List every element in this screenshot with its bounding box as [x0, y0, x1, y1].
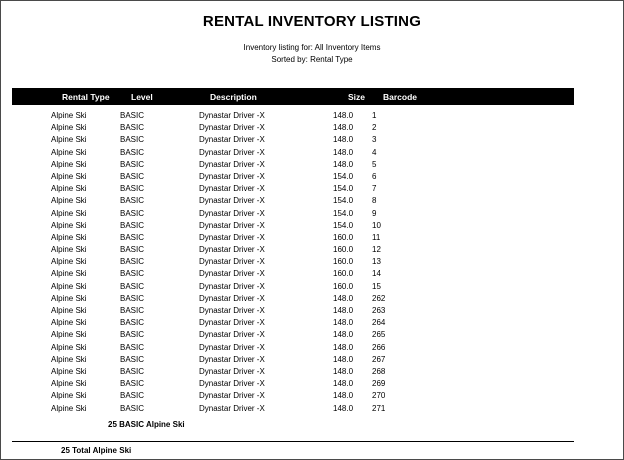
- cell-barcode: 1: [372, 111, 377, 120]
- cell-description: Dynastar Driver -X: [199, 245, 265, 255]
- cell-barcode: 262: [372, 293, 386, 303]
- table-row: [1, 183, 623, 195]
- cell-rental-type: Alpine Ski: [51, 245, 87, 255]
- cell-size: 160.0: [333, 232, 354, 242]
- cell-level: BASIC: [120, 306, 145, 315]
- cell-rental-type: Alpine Ski: [51, 135, 87, 145]
- cell-size: 148.0: [333, 330, 354, 340]
- cell-barcode: 271: [372, 403, 386, 413]
- cell-level: BASIC: [120, 293, 145, 303]
- table-row: [1, 147, 623, 159]
- cell-level: BASIC: [120, 196, 145, 206]
- cell-barcode: 4: [372, 147, 377, 157]
- cell-description: Dynastar Driver -X: [199, 123, 265, 133]
- cell-barcode: 15: [372, 281, 381, 291]
- cell-size: 148.0: [333, 111, 354, 120]
- cell-rental-type: Alpine Ski: [51, 257, 87, 267]
- cell-size: 160.0: [333, 281, 354, 291]
- cell-description: Dynastar Driver -X: [199, 111, 265, 120]
- cell-size: 148.0: [333, 123, 354, 133]
- table-row: [1, 171, 623, 183]
- cell-description: Dynastar Driver -X: [199, 391, 265, 401]
- cell-barcode: 270: [372, 391, 386, 401]
- cell-barcode: 5: [372, 159, 377, 169]
- cell-level: BASIC: [120, 135, 145, 145]
- table-row: [1, 122, 623, 134]
- cell-barcode: 9: [372, 208, 377, 218]
- table-row: [1, 366, 623, 378]
- table-row: [1, 208, 623, 220]
- cell-level: BASIC: [120, 123, 145, 133]
- cell-description: Dynastar Driver -X: [199, 403, 265, 413]
- cell-size: 154.0: [333, 184, 354, 194]
- cell-size: 160.0: [333, 257, 354, 267]
- cell-level: BASIC: [120, 245, 145, 255]
- cell-rental-type: Alpine Ski: [51, 391, 87, 401]
- cell-barcode: 264: [372, 318, 386, 328]
- column-header-level: Level: [131, 92, 153, 102]
- cell-description: Dynastar Driver -X: [199, 318, 265, 328]
- cell-barcode: 7: [372, 184, 377, 194]
- column-header-size: Size: [348, 92, 366, 102]
- table-row: [1, 317, 623, 329]
- cell-size: 148.0: [333, 147, 354, 157]
- cell-rental-type: Alpine Ski: [51, 293, 87, 303]
- group-total: 25 BASIC Alpine Ski: [108, 420, 185, 429]
- cell-size: 154.0: [333, 171, 354, 181]
- cell-level: BASIC: [120, 342, 145, 352]
- cell-size: 154.0: [333, 208, 354, 218]
- cell-description: Dynastar Driver -X: [199, 281, 265, 291]
- table-row: [1, 305, 623, 317]
- cell-size: 148.0: [333, 293, 354, 303]
- cell-size: 148.0: [333, 135, 354, 145]
- cell-level: BASIC: [120, 184, 145, 194]
- table-row: [1, 281, 623, 293]
- cell-size: 160.0: [333, 245, 354, 255]
- cell-rental-type: Alpine Ski: [51, 171, 87, 181]
- cell-barcode: 2: [372, 123, 377, 133]
- cell-rental-type: Alpine Ski: [51, 159, 87, 169]
- cell-description: Dynastar Driver -X: [199, 293, 265, 303]
- cell-size: 154.0: [333, 220, 354, 230]
- cell-rental-type: Alpine Ski: [51, 208, 87, 218]
- cell-barcode: 267: [372, 354, 386, 364]
- cell-size: 148.0: [333, 391, 354, 401]
- cell-rental-type: Alpine Ski: [51, 403, 87, 413]
- table-row: [1, 195, 623, 207]
- table-row: [1, 342, 623, 354]
- cell-barcode: 12: [372, 245, 381, 255]
- cell-rental-type: Alpine Ski: [51, 123, 87, 133]
- cell-level: BASIC: [120, 366, 145, 376]
- cell-description: Dynastar Driver -X: [199, 366, 265, 376]
- cell-rental-type: Alpine Ski: [51, 354, 87, 364]
- cell-level: BASIC: [120, 147, 145, 157]
- cell-rental-type: Alpine Ski: [51, 196, 87, 206]
- report-title: RENTAL INVENTORY LISTING: [202, 13, 422, 30]
- cell-level: BASIC: [120, 171, 145, 181]
- cell-rental-type: Alpine Ski: [51, 184, 87, 194]
- grand-total: 25 Total Alpine Ski: [61, 446, 132, 455]
- cell-rental-type: Alpine Ski: [51, 111, 87, 120]
- table-row: [1, 220, 623, 232]
- cell-description: Dynastar Driver -X: [199, 171, 265, 181]
- cell-rental-type: Alpine Ski: [51, 269, 87, 279]
- cell-rental-type: Alpine Ski: [51, 330, 87, 340]
- report-filter-line: Inventory listing for: All Inventory Items: [243, 43, 381, 52]
- cell-barcode: 13: [372, 257, 381, 267]
- cell-rental-type: Alpine Ski: [51, 379, 87, 389]
- cell-barcode: 6: [372, 171, 377, 181]
- cell-barcode: 3: [372, 135, 377, 145]
- cell-level: BASIC: [120, 257, 145, 267]
- cell-level: BASIC: [120, 111, 145, 120]
- cell-description: Dynastar Driver -X: [199, 184, 265, 194]
- cell-description: Dynastar Driver -X: [199, 220, 265, 230]
- cell-description: Dynastar Driver -X: [199, 342, 265, 352]
- cell-rental-type: Alpine Ski: [51, 220, 87, 230]
- column-header-barcode: Barcode: [383, 92, 418, 102]
- table-row: [1, 378, 623, 390]
- table-row: [1, 159, 623, 171]
- cell-size: 154.0: [333, 196, 354, 206]
- cell-size: 148.0: [333, 403, 354, 413]
- table-row: [1, 256, 623, 268]
- cell-size: 148.0: [333, 318, 354, 328]
- cell-level: BASIC: [120, 208, 145, 218]
- table-row: [1, 403, 623, 415]
- table-row: [1, 232, 623, 244]
- cell-level: BASIC: [120, 354, 145, 364]
- cell-description: Dynastar Driver -X: [199, 379, 265, 389]
- cell-description: Dynastar Driver -X: [199, 330, 265, 340]
- table-row: [1, 329, 623, 341]
- cell-rental-type: Alpine Ski: [51, 232, 87, 242]
- cell-level: BASIC: [120, 220, 145, 230]
- cell-level: BASIC: [120, 232, 145, 242]
- cell-description: Dynastar Driver -X: [199, 269, 265, 279]
- table-row: [1, 134, 623, 146]
- cell-size: 148.0: [333, 159, 354, 169]
- cell-level: BASIC: [120, 330, 145, 340]
- cell-level: BASIC: [120, 269, 145, 279]
- table-row: [1, 268, 623, 280]
- total-divider: [12, 441, 574, 442]
- cell-description: Dynastar Driver -X: [199, 354, 265, 364]
- cell-size: 160.0: [333, 269, 354, 279]
- cell-level: BASIC: [120, 281, 145, 291]
- cell-size: 148.0: [333, 379, 354, 389]
- cell-barcode: 11: [372, 232, 381, 242]
- table-row: [1, 390, 623, 402]
- inventory-rows: [1, 110, 623, 415]
- cell-size: 148.0: [333, 342, 354, 352]
- cell-description: Dynastar Driver -X: [199, 257, 265, 267]
- cell-level: BASIC: [120, 318, 145, 328]
- cell-level: BASIC: [120, 403, 145, 413]
- cell-rental-type: Alpine Ski: [51, 281, 87, 291]
- column-header-bar: [12, 88, 574, 105]
- column-header-description: Description: [210, 92, 257, 102]
- cell-size: 148.0: [333, 306, 354, 315]
- cell-barcode: 265: [372, 330, 386, 340]
- report-sort-line: Sorted by: Rental Type: [271, 55, 353, 64]
- cell-barcode: 263: [372, 306, 386, 315]
- cell-barcode: 14: [372, 269, 381, 279]
- cell-description: Dynastar Driver -X: [199, 196, 265, 206]
- cell-barcode: 269: [372, 379, 386, 389]
- cell-barcode: 268: [372, 366, 386, 376]
- column-header-rental-type: Rental Type: [62, 92, 110, 102]
- cell-barcode: 266: [372, 342, 386, 352]
- cell-description: Dynastar Driver -X: [199, 159, 265, 169]
- cell-description: Dynastar Driver -X: [199, 135, 265, 145]
- cell-rental-type: Alpine Ski: [51, 342, 87, 352]
- cell-level: BASIC: [120, 391, 145, 401]
- cell-description: Dynastar Driver -X: [199, 232, 265, 242]
- cell-level: BASIC: [120, 159, 145, 169]
- cell-size: 148.0: [333, 354, 354, 364]
- cell-barcode: 10: [372, 220, 381, 230]
- cell-rental-type: Alpine Ski: [51, 366, 87, 376]
- cell-description: Dynastar Driver -X: [199, 208, 265, 218]
- cell-size: 148.0: [333, 366, 354, 376]
- cell-barcode: 8: [372, 196, 377, 206]
- table-row: [1, 110, 623, 122]
- cell-rental-type: Alpine Ski: [51, 147, 87, 157]
- cell-rental-type: Alpine Ski: [51, 306, 87, 315]
- cell-description: Dynastar Driver -X: [199, 306, 265, 315]
- table-row: [1, 354, 623, 366]
- cell-description: Dynastar Driver -X: [199, 147, 265, 157]
- cell-rental-type: Alpine Ski: [51, 318, 87, 328]
- table-row: [1, 244, 623, 256]
- cell-level: BASIC: [120, 379, 145, 389]
- table-row: [1, 293, 623, 305]
